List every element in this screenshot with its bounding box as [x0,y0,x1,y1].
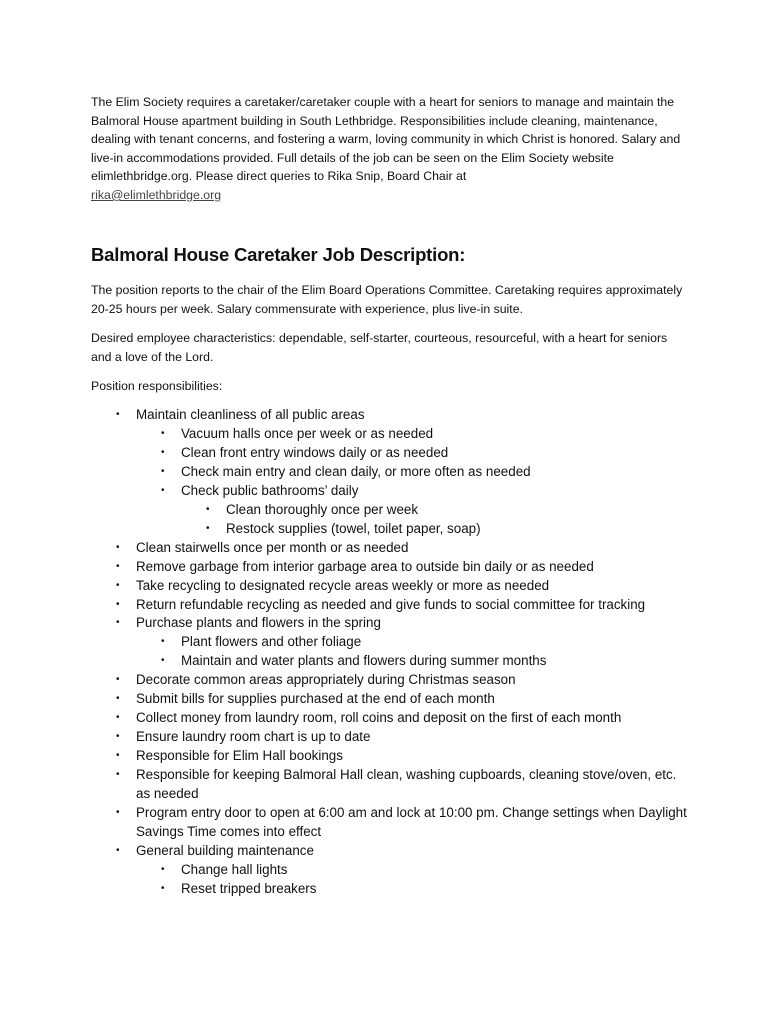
bullet-icon: • [161,863,165,875]
bullet-icon: • [116,750,120,762]
contact-email-link[interactable]: rika@elimlethbridge.org [91,187,222,202]
responsibility-item [91,766,691,804]
list-item-text: General building maintenance [136,842,314,858]
bullet-icon: • [161,636,165,648]
list-item-text: Responsible for keeping Balmoral Hall clean, washing cupboards, cleaning stove/oven, etc. as needed [136,767,677,802]
list-item-text: Maintain cleanliness of all public areas [136,407,365,422]
bullet-icon: • [116,617,120,629]
list-item-text: Plant flowers and other foliage [181,634,362,650]
characteristics-paragraph: Desired employee characteristics: dependable, self-starter, courteous, resourceful, with a heart for seniors and a love of the Lord. [91,331,668,364]
bullet-icon: • [116,731,120,743]
responsibility-item [91,558,691,577]
bullet-icon: • [161,427,165,439]
list-item-text: Reset tripped breakers [181,880,317,896]
sub-list [136,633,691,671]
list-item-text: Clean thoroughly once per week [226,501,419,517]
sub-item [136,861,691,880]
bullet-icon: • [116,693,120,705]
responsibility-item [91,690,691,709]
list-item-text: Program entry door to open at 6:00 am and lock at 10:00 pm. Change settings when Daylight Savings Time comes into effect [136,805,687,839]
bullet-icon: • [116,541,120,553]
responsibility-item [91,747,691,766]
sub-item [136,652,691,671]
responsibilities-list [91,406,691,899]
responsibility-item [91,728,691,747]
list-item-text: Clean stairwells once per month or as needed [136,539,409,555]
list-item-text: Change hall lights [181,861,288,877]
responsibility-item [91,406,691,539]
list-item-text: Restock supplies (towel, toilet paper, soap) [226,520,481,536]
job-description-heading: Balmoral House Caretaker Job Description: [91,244,466,265]
bullet-icon: • [206,503,210,515]
list-item-text: Remove garbage from interior garbage area to outside bin daily or as needed [136,558,594,574]
sub-item [136,482,691,539]
sub-item [136,463,691,482]
responsibilities-label: Position responsibilities: [91,379,223,393]
list-item-text: Submit bills for supplies purchased at the end of each month [136,691,495,707]
list-item-text: Collect money from laundry room, roll coins and deposit on the first of each month [136,710,622,726]
list-item-text: Check public bathrooms’ daily [181,482,359,498]
sub-sub-item [181,520,691,539]
list-item-text: Purchase plants and flowers in the spring [136,615,381,631]
responsibility-item [91,842,691,899]
sub-list [136,425,691,539]
bullet-icon: • [116,844,120,856]
responsibility-item [91,709,691,728]
responsibility-item [91,596,691,615]
responsibility-item [91,804,691,842]
bullet-icon: • [161,465,165,477]
bullet-icon: • [116,560,120,572]
sub-item [136,425,691,444]
sub-sub-list [181,501,691,539]
list-item-text: Ensure laundry room chart is up to date [136,729,371,745]
list-item-text: Clean front entry windows daily or as needed [181,444,449,460]
sub-list [136,861,691,899]
responsibility-item [91,614,691,671]
list-item-text: Responsible for Elim Hall bookings [136,748,343,764]
bullet-icon: • [116,712,120,724]
sub-item [136,444,691,463]
bullet-icon: • [161,655,165,667]
responsibility-item [91,539,691,558]
reports-paragraph: The position reports to the chair of the Elim Board Operations Committee. Caretaking requires approximately 20-25 hours per week. Salary commensurate with experience, plus live-in suite. [91,283,683,316]
list-item-text: Take recycling to designated recycle areas weekly or more as needed [136,577,550,593]
bullet-icon: • [116,598,120,610]
bullet-icon: • [116,579,120,591]
bullet-icon: • [206,522,210,534]
bullet-icon: • [116,674,120,686]
list-item-text: Return refundable recycling as needed and give funds to social committee for tracking [136,596,646,612]
sub-item [136,633,691,652]
responsibility-item [91,671,691,690]
bullet-icon: • [116,409,120,420]
sub-item [136,880,691,899]
sub-sub-item [181,501,691,520]
list-item-text: Decorate common areas appropriately during Christmas season [136,672,516,688]
list-item-text: Check main entry and clean daily, or more often as needed [181,463,531,479]
list-item-text: Maintain and water plants and flowers during summer months [181,653,547,669]
bullet-icon: • [161,484,165,496]
list-item-text: Vacuum halls once per week or as needed [181,425,434,441]
intro-text: The Elim Society requires a caretaker/caretaker couple with a heart for seniors to manage and maintain the Balmoral House apartment building in South Lethbridge. Responsibilities include cleaning, maintenance, dealing with tenant concerns, and fostering a warm, loving community in which Christ is honored. Salary and live-in accommodations provided. Full details of the job can be seen on the Elim Society website elimlethbridge.org. Please direct queries to Rika Snip, Board Chair at [91,95,681,184]
bullet-icon: • [116,769,120,781]
bullet-icon: • [161,882,165,894]
bullet-icon: • [161,446,165,458]
bullet-icon: • [116,807,120,819]
responsibility-item [91,577,691,596]
intro-paragraph [91,93,691,205]
